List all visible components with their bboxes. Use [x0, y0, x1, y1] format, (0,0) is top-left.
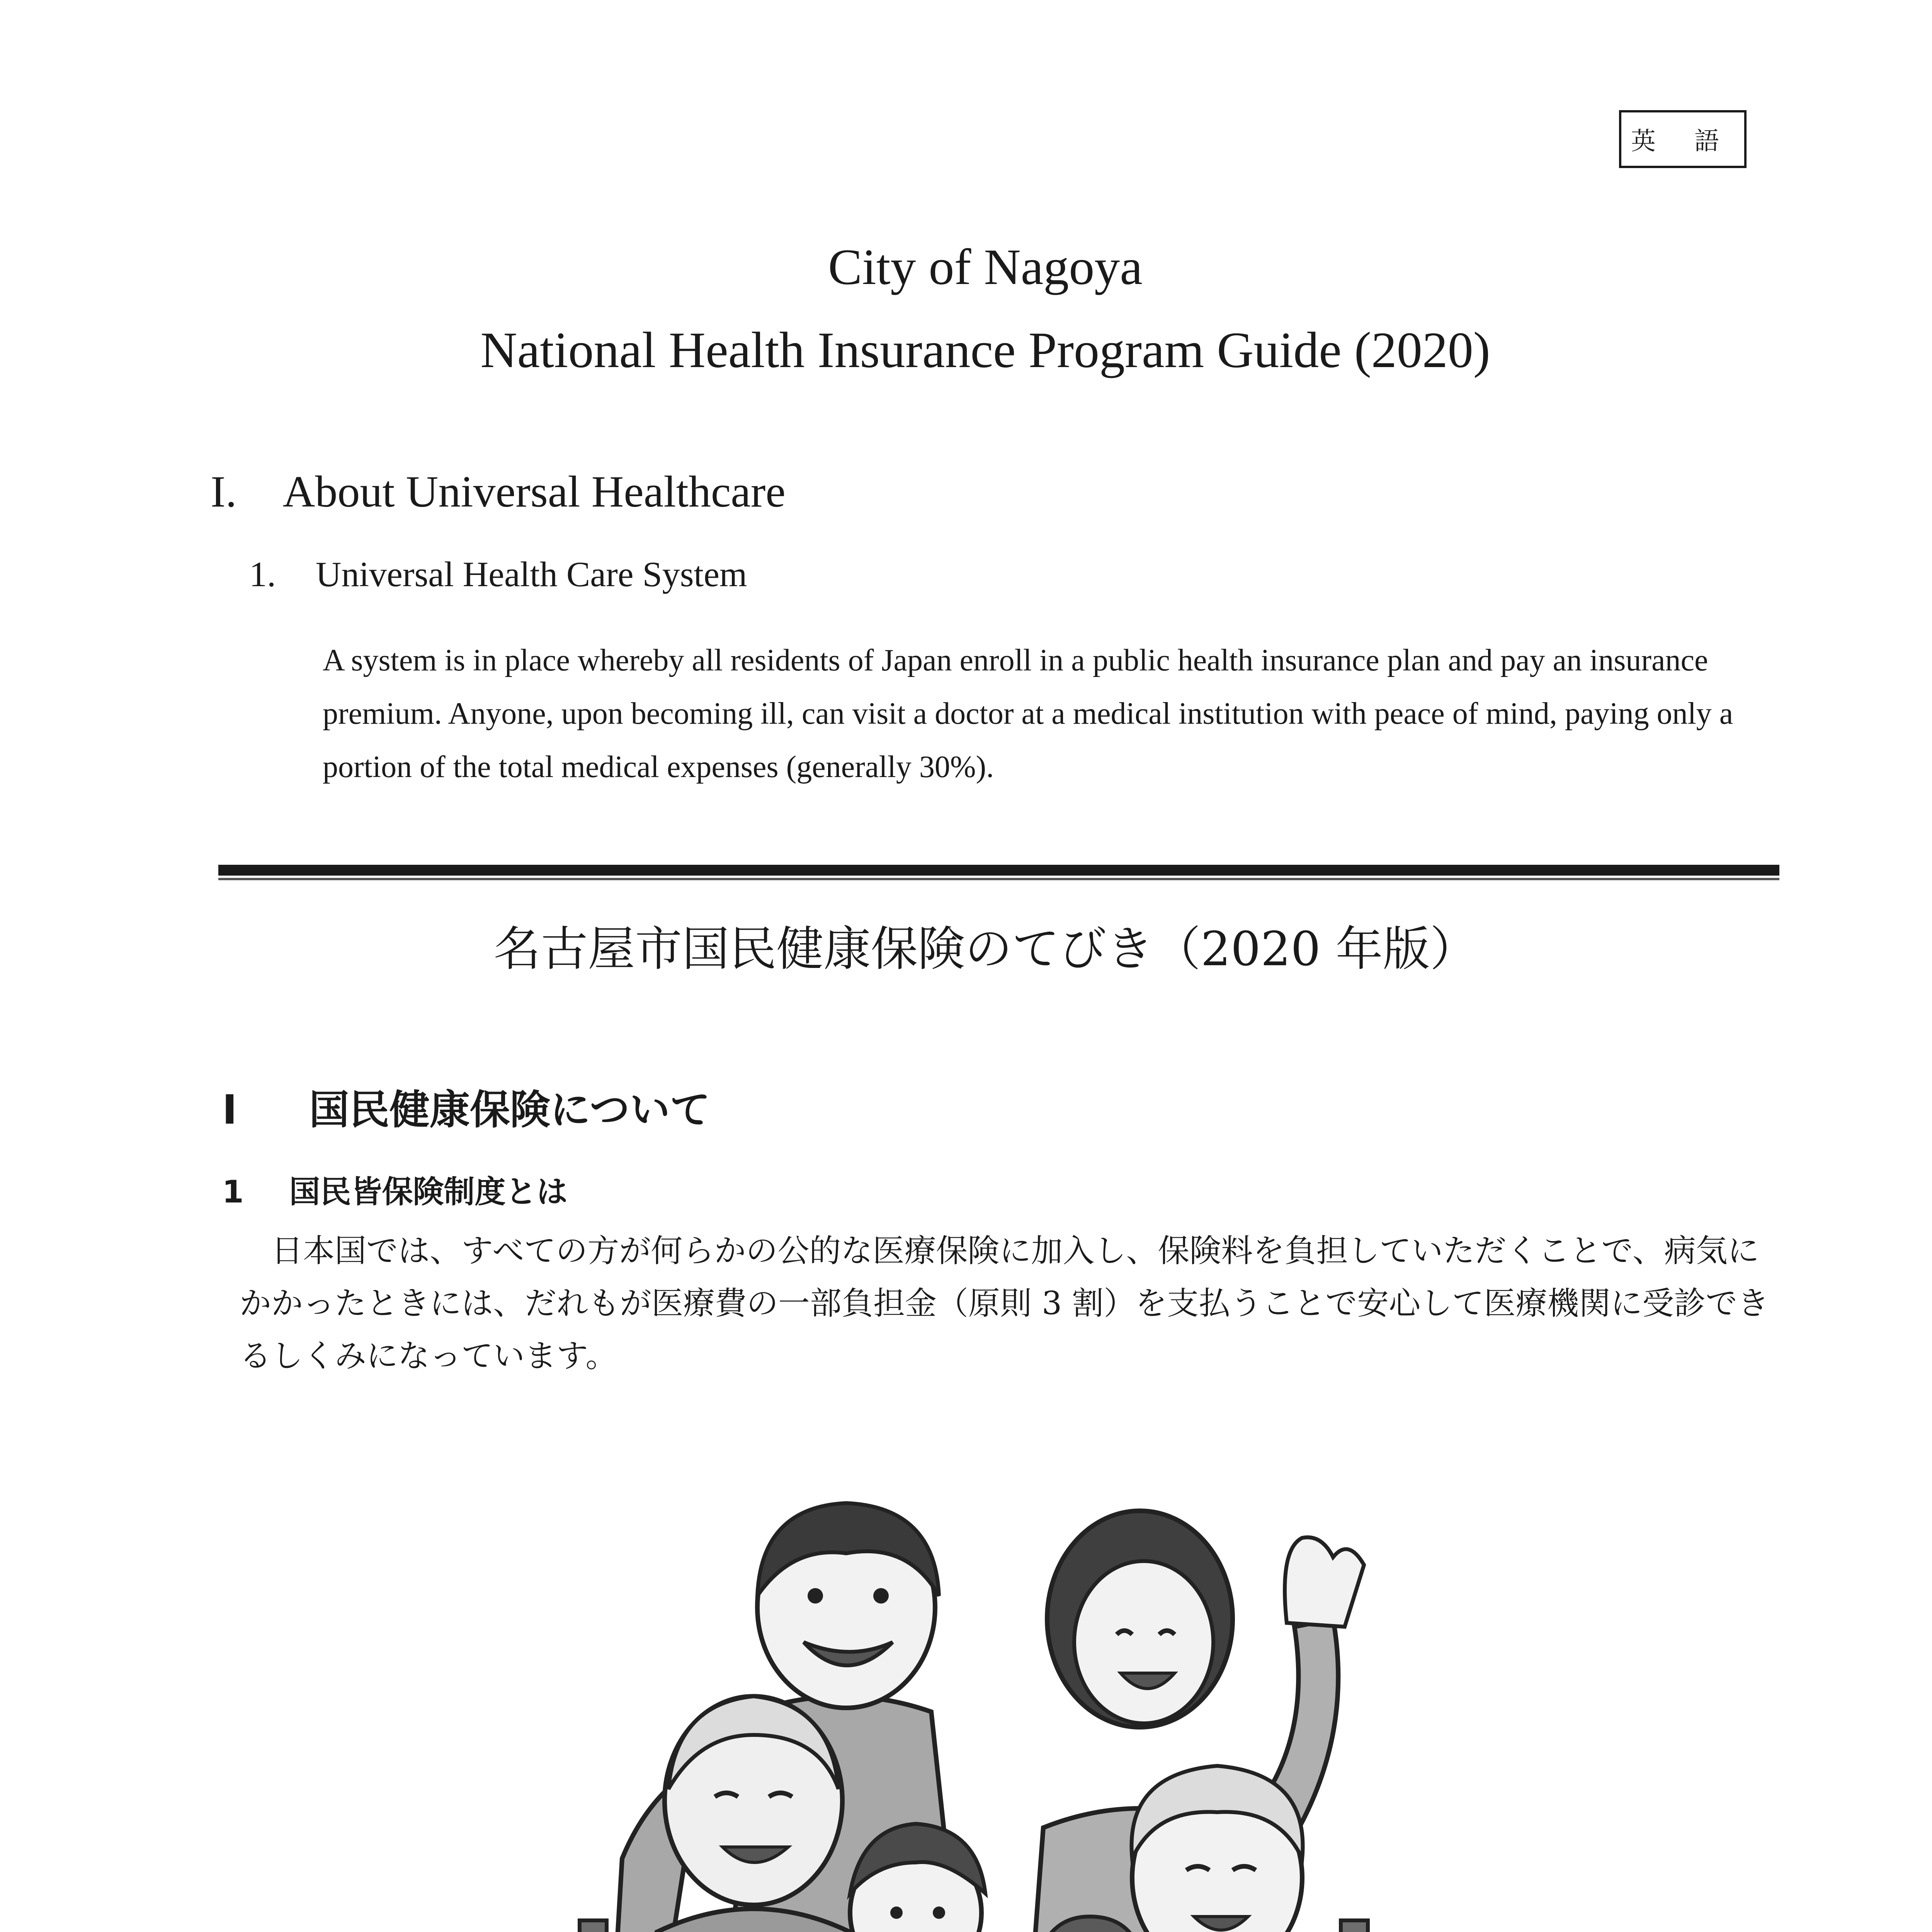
language-label: 英 語	[1619, 110, 1747, 168]
section-heading-en	[211, 467, 786, 517]
section-number: I.	[211, 467, 237, 517]
divider-thin	[218, 878, 1779, 880]
section-title: About Universal Healthcare	[282, 467, 786, 517]
subsection-number-jp: 1	[222, 1174, 244, 1210]
body-paragraph-en: A system is in place whereby all residents of Japan enroll in a public health insurance plan and pay an insurance premium. Anyone, upon becoming ill, can visit a doctor at a medical institution with peace of mind, paying only a portion of the total medical expenses (generally 30%).	[323, 643, 1733, 784]
section-heading-jp	[222, 1086, 710, 1133]
document-title-jp: 名古屋市国民健康保険のてびき（2020 年版）	[493, 922, 1477, 976]
subsection-title: Universal Health Care System	[316, 554, 747, 594]
body-paragraph-jp: 日本国では、すべての方が何らかの公的な医療保険に加入し、保険料を負担していただくことで、病気にかかったときには、だれもが医療費の一部負担金（原則 3 割）を支払うことで安心して医療機関に受診できるしくみになっています。	[240, 1233, 1769, 1374]
divider-thick	[218, 865, 1779, 876]
document-title-city: City of Nagoya	[828, 238, 1143, 295]
document-title: National Health Insurance Program Guide (2020)	[480, 321, 1490, 378]
subsection-title-jp: 国民皆保険制度とは	[289, 1174, 568, 1210]
subsection-heading-en	[249, 556, 747, 592]
section-number-jp: Ⅰ	[222, 1086, 237, 1133]
subsection-heading-jp	[222, 1174, 568, 1210]
family-on-bench-illustration	[483, 1480, 1449, 1932]
section-title-jp: 国民健康保険について	[309, 1086, 710, 1133]
subsection-number: 1.	[249, 554, 276, 594]
